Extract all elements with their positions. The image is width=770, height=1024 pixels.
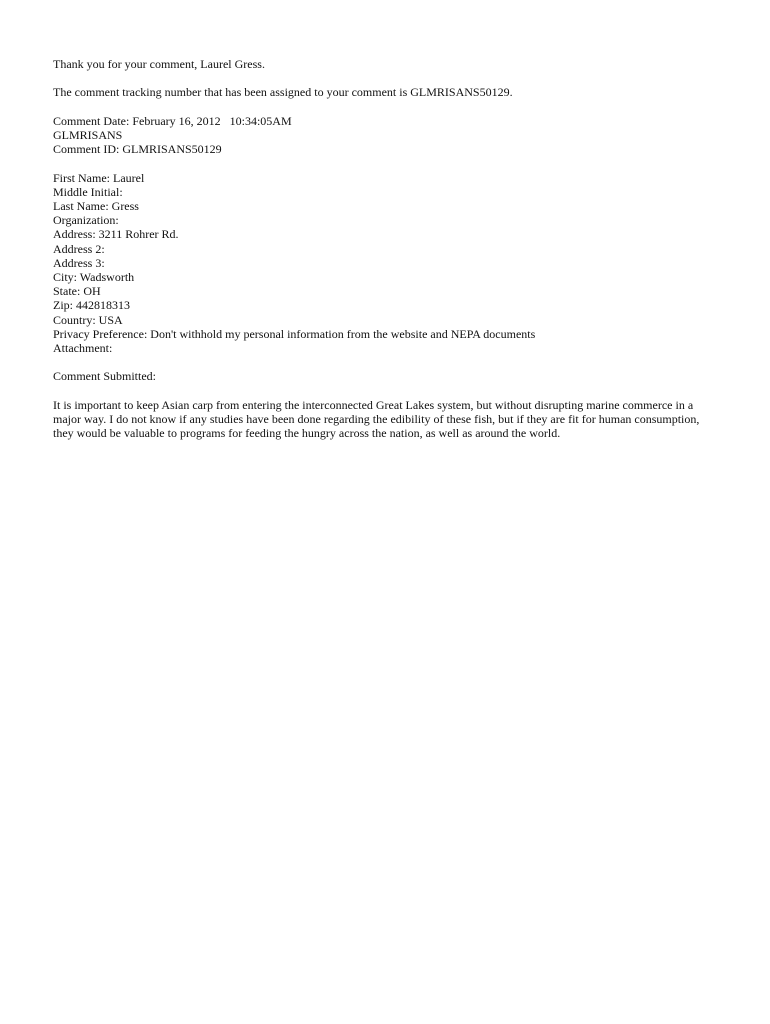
address-2-field: Address 2:: [53, 241, 105, 256]
spacer: [53, 384, 721, 398]
comment-id: Comment ID: GLMRISANS50129: [53, 142, 222, 157]
submitter-details: [53, 171, 721, 356]
comment-receipt-page: [53, 57, 721, 440]
comment-submitted-label: Comment Submitted:: [53, 369, 157, 384]
attachment-field: Attachment:: [53, 341, 113, 356]
spacer: [53, 100, 721, 114]
address-field: Address: 3211 Rohrer Rd.: [53, 227, 179, 242]
comment-date: Comment Date: February 16, 2012 10:34:05AM: [53, 113, 292, 128]
address-3-field: Address 3:: [53, 255, 105, 270]
organization-field: Organization:: [53, 213, 119, 228]
project-code: GLMRISANS: [53, 127, 123, 142]
tracking-number-message: The comment tracking number that has been assigned to your comment is GLMRISANS50129.: [53, 85, 513, 100]
last-name-field: Last Name: Gress: [53, 198, 139, 213]
comment-text: It is important to keep Asian carp from entering the interconnected Great Lakes system, but without disrupting marine commerce in a major way. I do not know if any studies have been done regarding the edibility of these fish, but if they are fit for human consumption, they would be valuable to programs for feeding the hungry across the nation, as well as around the world.: [53, 397, 700, 441]
spacer: [53, 355, 721, 369]
privacy-preference-field: Privacy Preference: Don't withhold my personal information from the website and NEPA documents: [53, 326, 536, 341]
city-field: City: Wadsworth: [53, 270, 135, 284]
state-field: State: OH: [53, 284, 101, 299]
first-name-field: First Name: Laurel: [53, 170, 145, 185]
spacer: [53, 156, 721, 170]
thank-you-message: Thank you for your comment, Laurel Gress.: [53, 57, 265, 71]
zip-field: Zip: 442818313: [53, 298, 130, 313]
spacer: [53, 71, 721, 85]
country-field: Country: USA: [53, 312, 123, 327]
middle-initial-field: Middle Initial:: [53, 184, 123, 199]
